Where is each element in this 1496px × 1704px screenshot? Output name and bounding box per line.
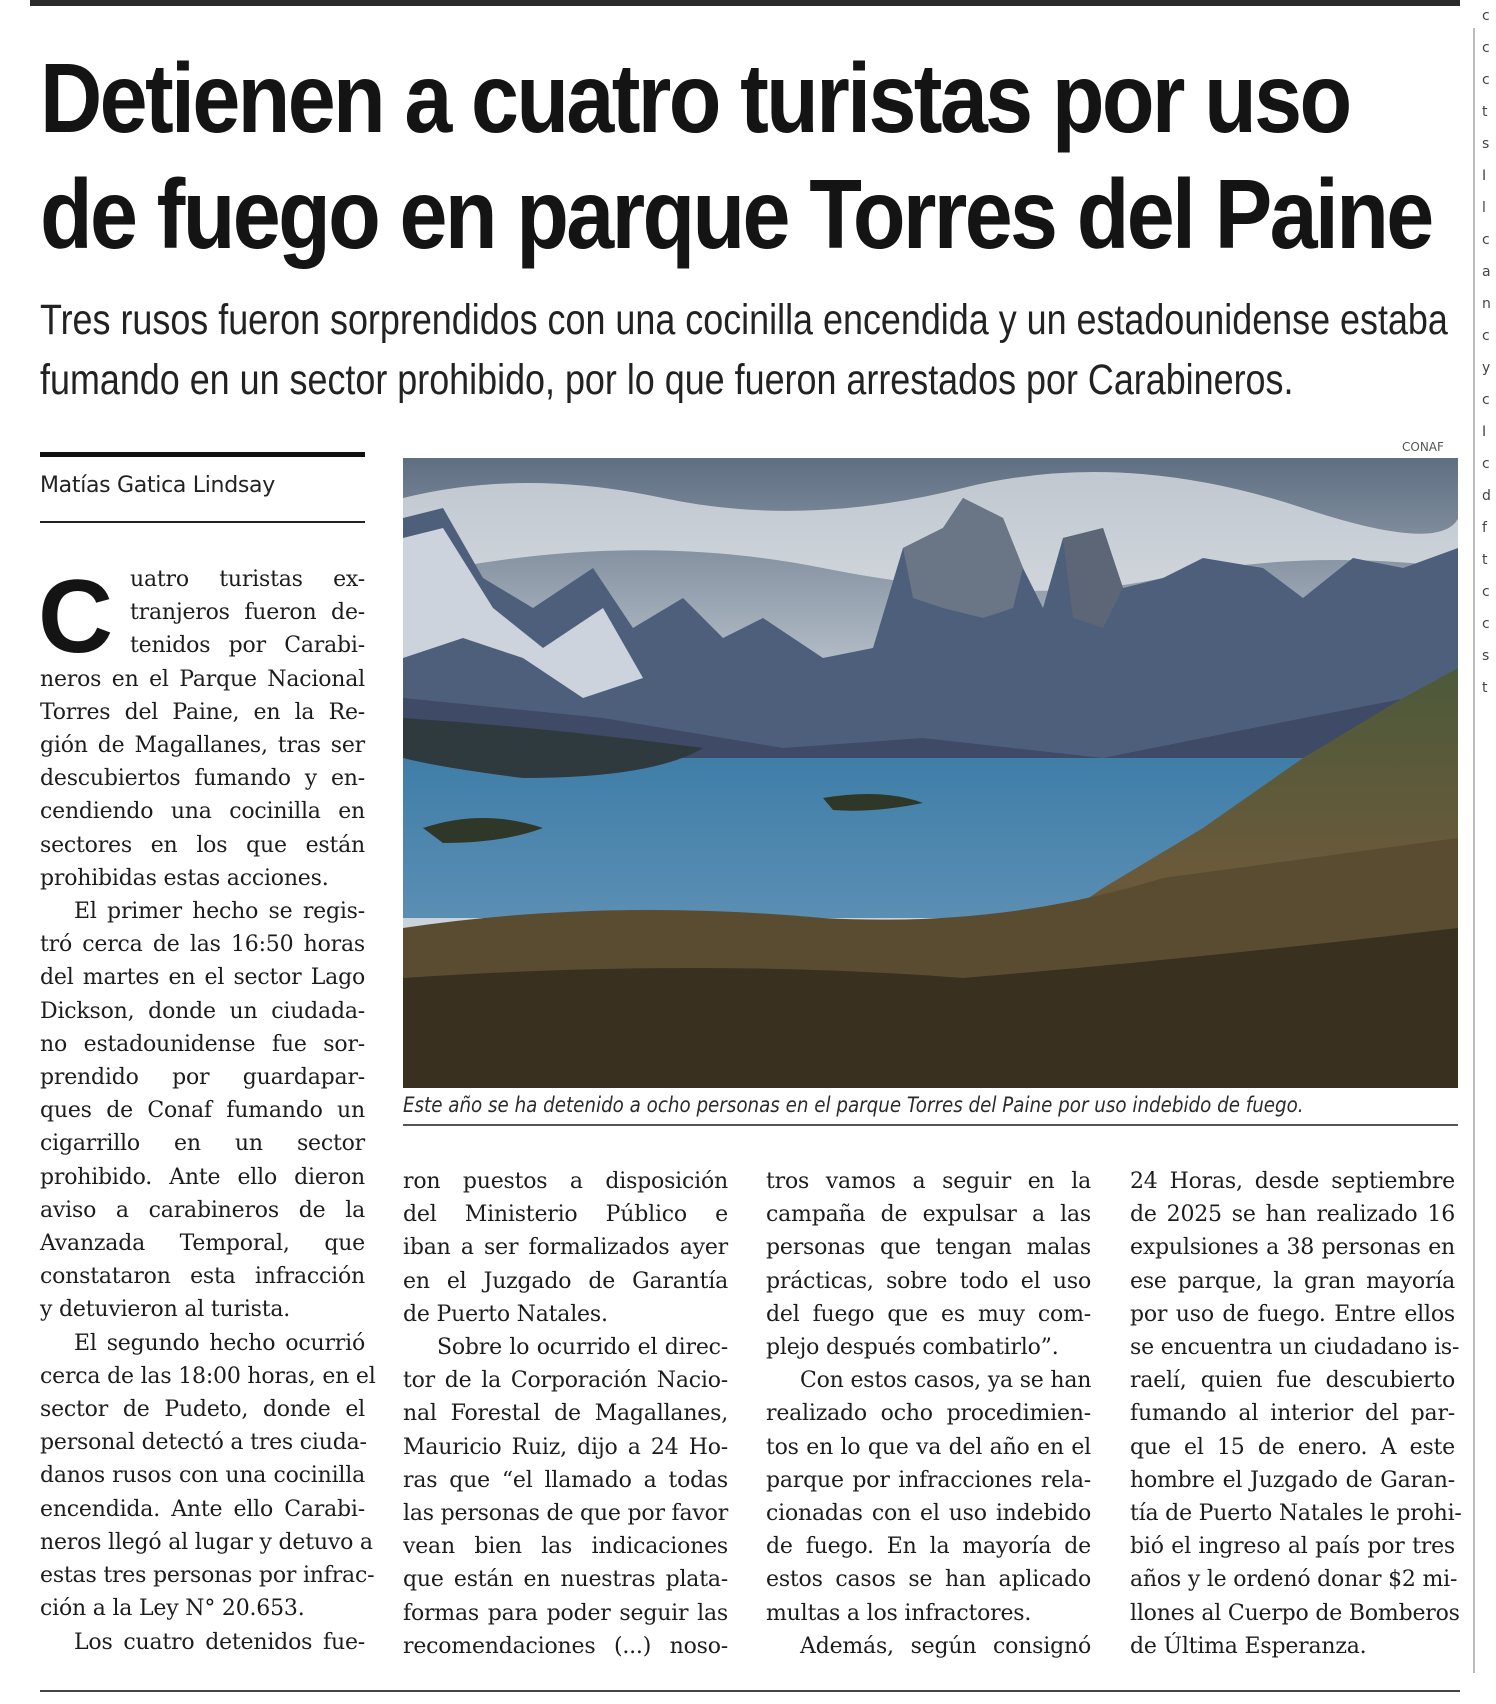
adjacent-page-glyph: c xyxy=(1482,392,1490,408)
article-text-line: ques de Conaf fumando un xyxy=(40,1098,365,1124)
article-column-2 xyxy=(403,1165,728,1663)
byline-rule-bottom xyxy=(40,521,365,523)
article-text-line: Sobre lo ocurrido el direc- xyxy=(437,1335,728,1361)
article-text-line: Avanzada Temporal, que xyxy=(40,1231,365,1257)
article-text-line: Torres del Paine, en la Re- xyxy=(40,699,365,725)
byline: Matías Gatica Lindsay xyxy=(40,473,275,498)
article-text-line: fumando al interior del par- xyxy=(1130,1401,1455,1427)
adjacent-page-glyph: l xyxy=(1482,200,1486,216)
article-text-line: hombre el Juzgado de Garan- xyxy=(1130,1467,1455,1493)
landscape-photo-illustration xyxy=(403,458,1458,1088)
article-photo xyxy=(403,458,1458,1088)
article-text-line: El primer hecho se regis- xyxy=(74,899,365,925)
article-text-line: raelí, quien fue descubierto xyxy=(1130,1368,1455,1394)
bottom-page-rule xyxy=(40,1690,1460,1692)
adjacent-page-glyph: c xyxy=(1482,72,1490,88)
article-text-line: del martes en el sector Lago xyxy=(40,965,365,991)
byline-rule-top xyxy=(40,452,365,457)
adjacent-page-glyph: t xyxy=(1482,104,1488,120)
adjacent-page-glyph: c xyxy=(1482,40,1490,56)
headline xyxy=(40,40,1432,272)
article-text-line: Mauricio Ruiz, dijo a 24 Ho- xyxy=(403,1434,728,1460)
article-text-line: años y le ordenó donar $2 mi- xyxy=(1130,1567,1458,1593)
article-text-line: que están en nuestras plata- xyxy=(403,1567,728,1593)
article-text-line: 24 Horas, desde septiembre xyxy=(1130,1169,1455,1194)
headline-line: Detienen a cuatro turistas por uso xyxy=(40,43,1350,153)
article-text-line: cerca de las 18:00 horas, en el xyxy=(40,1363,376,1389)
article-text-line: Además, según consignó xyxy=(800,1633,1091,1659)
adjacent-page-glyph: t xyxy=(1482,680,1488,696)
article-text-line: ron puestos a disposición xyxy=(403,1169,728,1194)
adjacent-page-glyph: d xyxy=(1482,488,1491,504)
adjacent-page-glyph: s xyxy=(1482,136,1490,152)
article-text-line: tros vamos a seguir en la xyxy=(766,1169,1091,1194)
article-column-3 xyxy=(766,1165,1091,1663)
article-text-line: del Ministerio Público e xyxy=(403,1202,728,1228)
article-text-line: plejo después combatirlo”. xyxy=(766,1335,1059,1361)
article-text-line: gión de Magallanes, tras ser xyxy=(40,733,365,759)
article-text-line: bió el ingreso al país por tres xyxy=(1130,1534,1455,1560)
adjacent-page-glyph: a xyxy=(1482,264,1491,280)
deck-subtitle xyxy=(40,290,1448,410)
article-text-line: multas a los infractores. xyxy=(766,1600,1032,1626)
article-text-line: campaña de expulsar a las xyxy=(766,1202,1091,1228)
headline-line: de fuego en parque Torres del Paine xyxy=(40,159,1432,269)
article-text-line: personal detectó a tres ciuda- xyxy=(40,1430,367,1456)
article-text-line: de Última Esperanza. xyxy=(1130,1633,1367,1659)
article-text-line: El segundo hecho ocurrió xyxy=(74,1330,365,1356)
article-text-line: parque por infracciones rela- xyxy=(766,1467,1091,1493)
article-text-line: sectores en los que están xyxy=(40,832,365,858)
article-text-line: constataron esta infracción xyxy=(40,1264,365,1290)
article-text-line: de fuego. En la mayoría de xyxy=(766,1534,1091,1560)
article-text-line: tor de la Corporación Nacio- xyxy=(403,1368,728,1394)
article-text-line: ese parque, la gran mayoría xyxy=(1130,1268,1455,1294)
article-text-line: neros en el Parque Nacional xyxy=(40,666,365,692)
article-text-line: expulsiones a 38 personas en xyxy=(1130,1235,1455,1261)
article-text-line: iban a ser formalizados ayer xyxy=(403,1235,728,1261)
article-text-line: estos casos se han aplicado xyxy=(766,1567,1091,1593)
article-text-line: las personas de que por favor xyxy=(403,1501,729,1527)
adjacent-page-glyph: c xyxy=(1482,456,1490,472)
article-text-line: tía de Puerto Natales le prohi- xyxy=(1130,1501,1462,1527)
adjacent-page-glyph: f xyxy=(1482,520,1487,536)
article-text-line: recomendaciones (...) noso- xyxy=(403,1633,728,1659)
article-text-line: se encuentra un ciudadano is- xyxy=(1130,1335,1460,1361)
article-text-line: en el Juzgado de Garantía xyxy=(403,1268,728,1294)
adjacent-page-glyph: s xyxy=(1482,648,1490,664)
article-text-line: llones al Cuerpo de Bomberos xyxy=(1130,1600,1460,1626)
article-text-line: sector de Pudeto, donde el xyxy=(40,1397,365,1423)
article-text-line: cionadas con el uso indebido xyxy=(766,1501,1091,1527)
article-text-line: por uso de fuego. Entre ellos xyxy=(1130,1301,1455,1327)
photo-credit: CONAF xyxy=(1402,440,1444,454)
article-text-line: ción a la Ley N° 20.653. xyxy=(40,1596,305,1622)
adjacent-page-glyph: c xyxy=(1482,584,1490,600)
article-text-line: prendido por guardapar- xyxy=(40,1065,365,1091)
article-column-1 xyxy=(38,559,376,1659)
adjacent-page-glyph: c xyxy=(1482,8,1490,24)
article-text-line: realizado ocho procedimien- xyxy=(766,1401,1091,1427)
article-text-line: ras que “el llamado a todas xyxy=(403,1467,728,1493)
adjacent-page-glyph: c xyxy=(1482,232,1490,248)
article-text-line: nal Forestal de Magallanes, xyxy=(403,1401,728,1427)
adjacent-page-glyph: c xyxy=(1482,328,1490,344)
article-text-line: de Puerto Natales. xyxy=(403,1301,608,1327)
article-text-line: encendida. Ante ello Carabi- xyxy=(40,1496,365,1522)
adjacent-page-glyph: n xyxy=(1482,296,1491,312)
adjacent-page-fragment xyxy=(1482,0,1496,1704)
article-text-line: estas tres personas por infrac- xyxy=(40,1563,375,1589)
article-text-line: prohibidas estas acciones. xyxy=(40,865,329,891)
caption-rule xyxy=(403,1124,1458,1126)
article-column-4 xyxy=(1130,1165,1462,1663)
article-text-line: uatro turistas ex- xyxy=(130,567,365,592)
article-text-line: Los cuatro detenidos fue- xyxy=(74,1629,365,1655)
article-text-line: y detuvieron al turista. xyxy=(40,1297,291,1323)
article-text-line: personas que tengan malas xyxy=(766,1235,1091,1261)
deck-line: fumando en un sector prohibido, por lo que fueron arrestados por Carabineros. xyxy=(40,356,1294,404)
deck-line: Tres rusos fueron sorprendidos con una cocinilla encendida y un estadounidense estaba xyxy=(40,296,1448,344)
adjacent-page-glyph: y xyxy=(1482,360,1491,376)
adjacent-page-glyph: c xyxy=(1482,616,1490,632)
article-text-line: Dickson, donde un ciudada- xyxy=(40,998,365,1024)
article-text-line: vean bien las indicaciones xyxy=(403,1534,728,1560)
article-text-line: que el 15 de enero. A este xyxy=(1130,1434,1455,1460)
column-divider-right xyxy=(1473,28,1475,1673)
adjacent-page-glyph: I xyxy=(1482,168,1487,184)
article-text-line: de 2025 se han realizado 16 xyxy=(1130,1202,1455,1228)
article-text-line: tró cerca de las 16:50 horas xyxy=(40,932,365,958)
top-page-strip xyxy=(30,0,1460,6)
article-text-line: cigarrillo en un sector xyxy=(40,1131,365,1157)
drop-cap: C xyxy=(38,559,113,675)
article-text-line: neros llegó al lugar y detuvo a xyxy=(40,1529,373,1555)
article-text-line: danos rusos con una cocinilla xyxy=(40,1463,365,1489)
adjacent-page-glyph: t xyxy=(1482,552,1488,568)
article-text-line: tenidos por Carabi- xyxy=(130,633,365,659)
article-text-line: prohibido. Ante ello dieron xyxy=(40,1164,365,1190)
article-text-line: formas para poder seguir las xyxy=(403,1600,728,1626)
adjacent-page-glyph: I xyxy=(1482,424,1487,440)
article-text-line: aviso a carabineros de la xyxy=(40,1197,365,1223)
article-text-line: Con estos casos, ya se han xyxy=(800,1368,1092,1394)
article-text-line: tranjeros fueron de- xyxy=(130,600,365,626)
article-text-line: descubiertos fumando y en- xyxy=(40,766,365,792)
article-text-line: del fuego que es muy com- xyxy=(766,1301,1091,1327)
article-text-line: no estadounidense fue sor- xyxy=(40,1031,365,1057)
article-text-line: tos en lo que va del año en el xyxy=(766,1434,1091,1460)
article-text-line: cendiendo una cocinilla en xyxy=(40,799,365,825)
photo-caption: Este año se ha detenido a ocho personas en el parque Torres del Paine por uso indebido de fuego. xyxy=(403,1093,1304,1117)
article-text-line: prácticas, sobre todo el uso xyxy=(766,1268,1091,1294)
